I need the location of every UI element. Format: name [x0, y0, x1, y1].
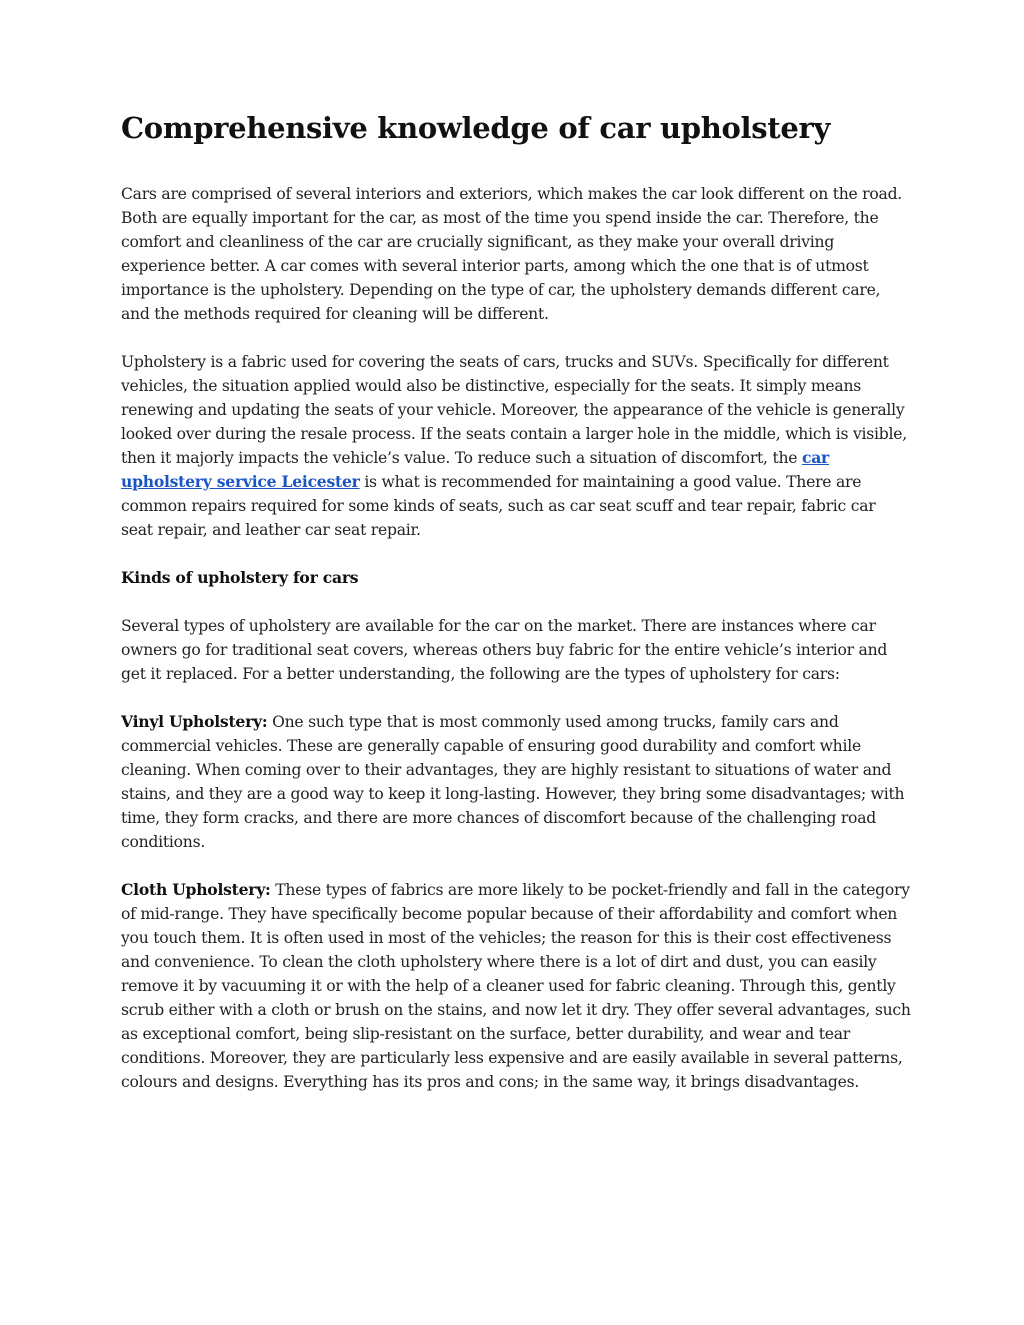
paragraph-text-before-link: Upholstery is a fabric used for covering the seats of cars, trucks and SUVs. Specifically for different vehicles, the situation applied would also be distinctive, especially for the seats. It simply means renewing and updating the seats of your vehicle. Moreover, the appearance of the vehicle is generally looked over during the resale process. If the seats contain a larger hole in the middle, which is visible, then it majorly impacts the vehicle’s value. To reduce such a situation of discomfort, the: [121, 353, 907, 467]
cloth-upholstery-text: These types of fabrics are more likely to be pocket-friendly and fall in the category of mid-range. They have specifically become popular because of their affordability and comfort when you touch them. It is often used in most of the vehicles; the reason for this is their cost effectiveness and convenience. To clean the cloth upholstery where there is a lot of dirt and dust, you can easily remove it by vacuuming it or with the help of a cleaner used for fabric cleaning. Through this, gently scrub either with a cloth or brush on the stains, and now let it dry. They offer several advantages, such as exceptional comfort, being slip-resistant on the surface, better durability, and wear and tear conditions. Moreover, they are particularly less expensive and are easily available in several patterns, colours and designs. Everything has its pros and cons; in the same way, it brings disadvantages.: [121, 881, 911, 1091]
vinyl-upholstery-text: One such type that is most commonly used among trucks, family cars and commercial vehicles. These are generally capable of ensuring good durability and comfort while cleaning. When coming over to their advantages, they are highly resistant to situations of water and stains, and they are a good way to keep it long-lasting. However, they bring some disadvantages; with time, they form cracks, and there are more chances of discomfort because of the challenging road conditions.: [121, 713, 905, 851]
vinyl-upholstery-paragraph: [121, 710, 911, 854]
cloth-upholstery-paragraph: [121, 878, 911, 1094]
section-heading: Kinds of upholstery for cars: [121, 568, 359, 587]
document-page: [121, 108, 911, 1118]
cloth-upholstery-label: Cloth Upholstery:: [121, 880, 271, 899]
upholstery-definition-paragraph: [121, 350, 911, 542]
vinyl-upholstery-label: Vinyl Upholstery:: [121, 712, 268, 731]
document-title: Comprehensive knowledge of car upholstery: [121, 111, 831, 145]
paragraph-text-after-link: is what is recommended for maintaining a good value. There are common repairs required for some kinds of seats, such as car seat scuff and tear repair, fabric car seat repair, and leather car seat repair.: [121, 473, 876, 539]
intro-paragraph: Cars are comprised of several interiors and exteriors, which makes the car look different on the road. Both are equally important for the car, as most of the time you spend inside the car. Therefore, the comfort and cleanliness of the car are crucially significant, as they make your overall driving experience better. A car comes with several interior parts, among which the one that is of utmost importance is the upholstery. Depending on the type of car, the upholstery demands different care, and the methods required for cleaning will be different.: [121, 185, 903, 323]
types-intro-paragraph: Several types of upholstery are available for the car on the market. There are instances where car owners go for traditional seat covers, whereas others buy fabric for the entire vehicle’s interior and get it replaced. For a better understanding, the following are the types of upholstery for cars:: [121, 617, 888, 683]
upholstery-service-link[interactable]: car upholstery service Leicester: [121, 448, 830, 491]
